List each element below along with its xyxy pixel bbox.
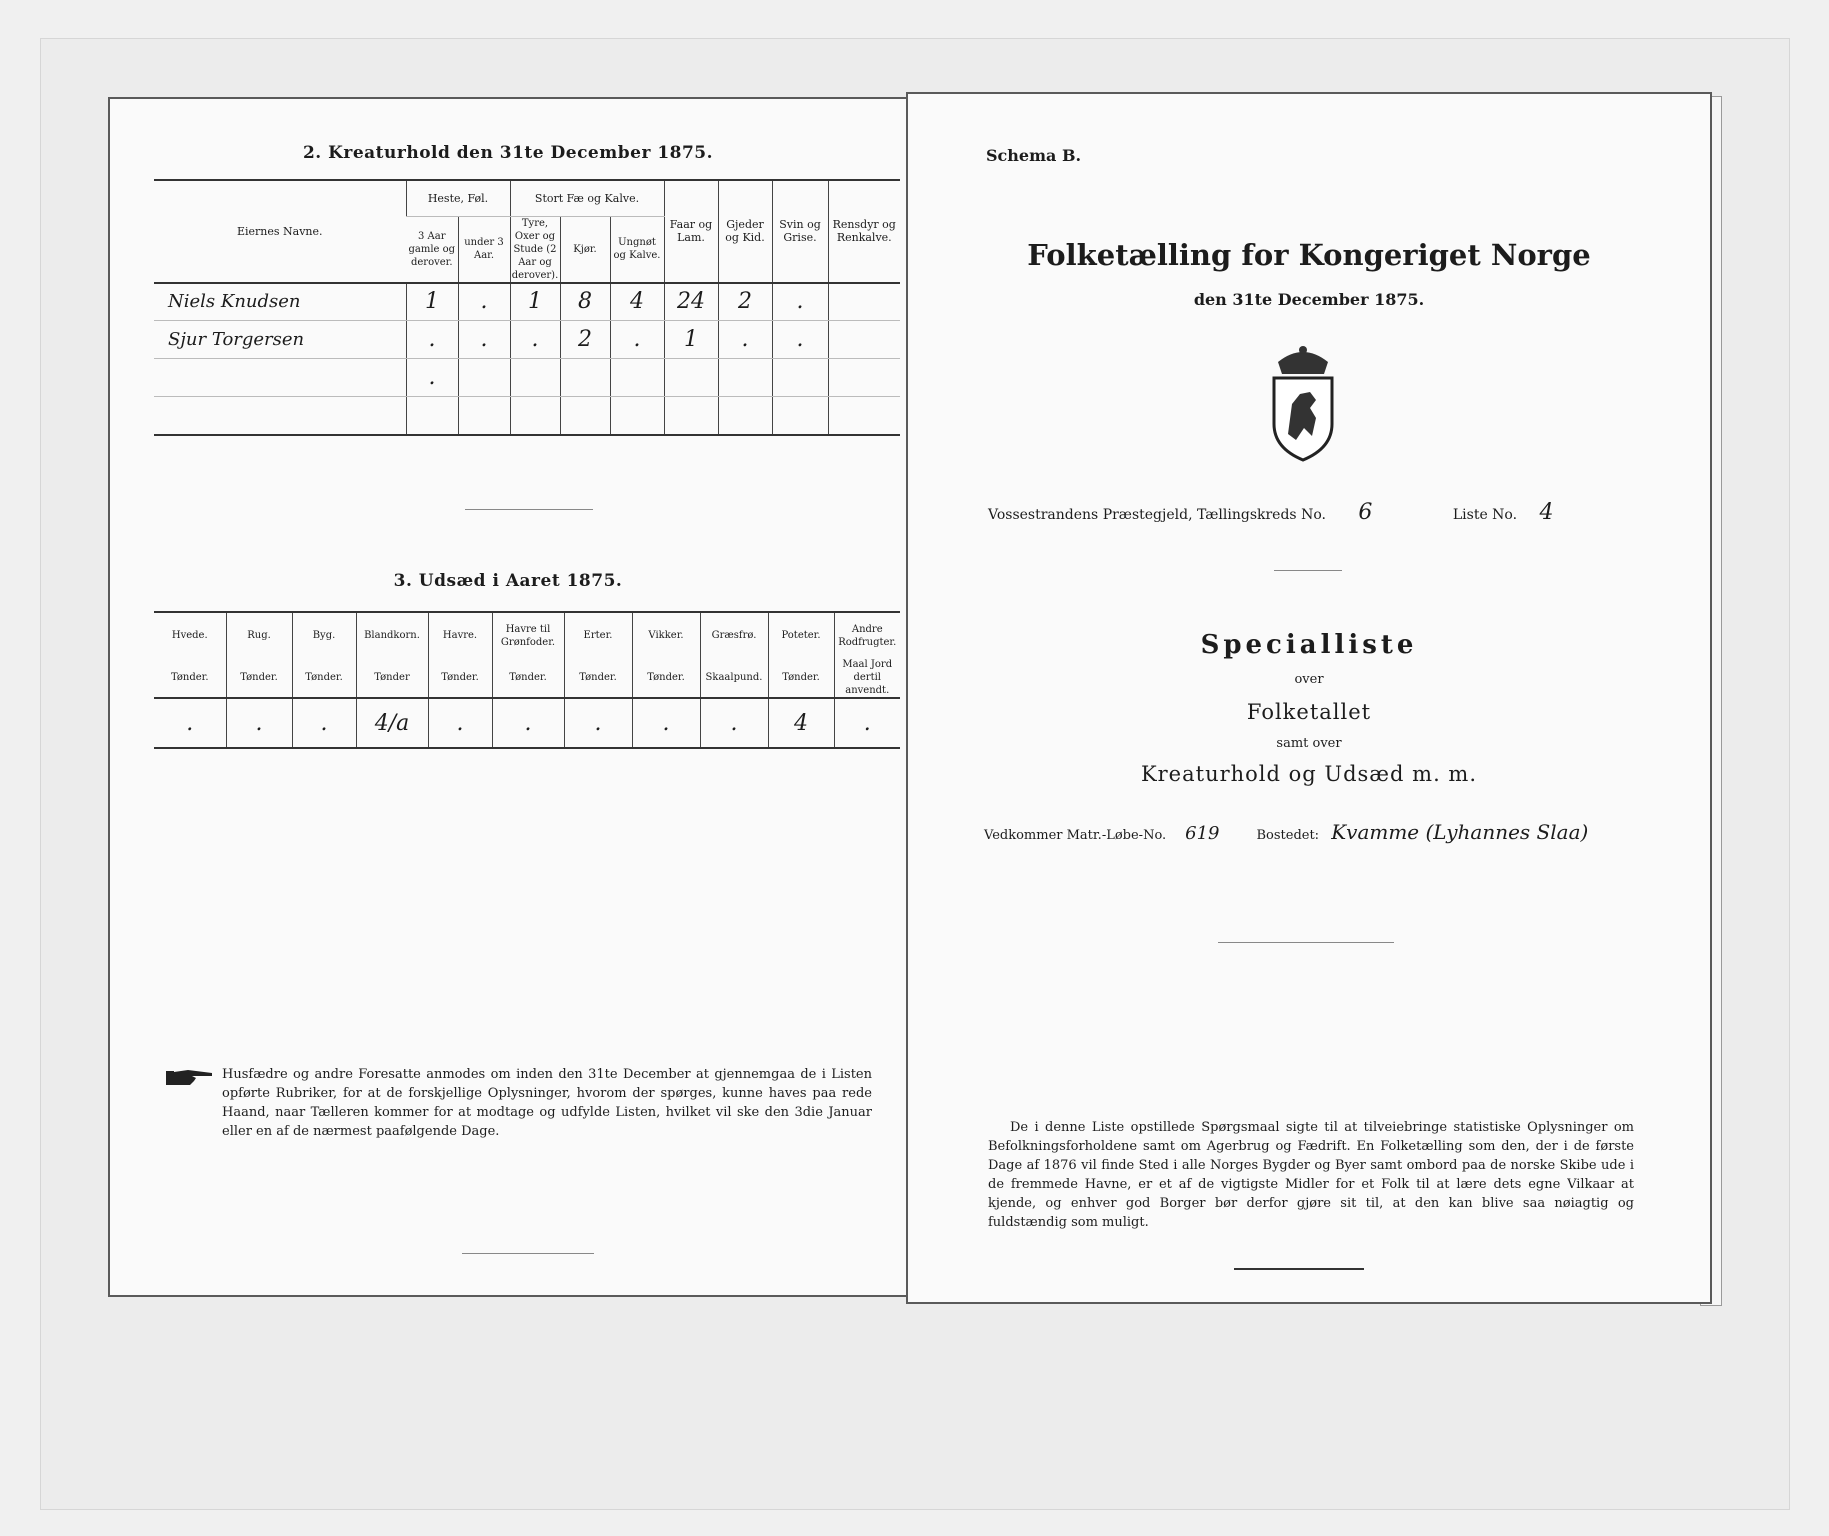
unit: Tønder.	[428, 658, 492, 698]
cell	[458, 359, 510, 397]
unit: Tønder	[356, 658, 428, 698]
livestock-title: 2. Kreaturhold den 31te December 1875.	[302, 143, 714, 163]
over-label: over	[1294, 672, 1324, 687]
col-mixed-grain: Blandkorn.	[356, 612, 428, 658]
cell	[610, 359, 664, 397]
schema-label: Schema B.	[986, 146, 1082, 165]
col-wheat: Hvede.	[171, 630, 208, 641]
sowing-table	[154, 611, 900, 749]
pointing-hand-icon	[166, 1067, 216, 1089]
district-number: 6	[1358, 500, 1373, 525]
cell	[510, 397, 560, 435]
cell	[828, 359, 900, 397]
cell: 1	[406, 283, 458, 321]
list-label: Liste No.	[1452, 507, 1518, 523]
cell: .	[458, 321, 510, 359]
cell: .	[772, 321, 828, 359]
cell: 2	[560, 321, 610, 359]
cell	[510, 359, 560, 397]
parish-label: Præstegjeld,	[1102, 507, 1193, 523]
unit: Tønder.	[632, 658, 700, 698]
col-cows: Kjør.	[560, 216, 610, 283]
unit: Tønder.	[768, 658, 834, 698]
col-cattle: Stort Fæ og Kalve.	[510, 180, 664, 216]
cell	[458, 397, 510, 435]
col-root-crops: Andre Rodfrugter.	[834, 612, 900, 658]
cell	[718, 397, 772, 435]
cell	[828, 321, 900, 359]
main-title: Folketælling for Kongeriget Norge	[1027, 238, 1591, 272]
table-row	[154, 283, 900, 321]
cell	[560, 397, 610, 435]
table-row	[154, 698, 900, 748]
col-bulls: Tyre, Oxer og Stude (2 Aar og derover).	[511, 217, 559, 281]
cell: .	[564, 698, 632, 748]
unit: Maal Jord dertil anvendt.	[834, 658, 900, 698]
unit: Tønder.	[492, 658, 564, 698]
cell	[772, 359, 828, 397]
cell: .	[700, 698, 768, 748]
cell	[664, 359, 718, 397]
norway-coat-of-arms-icon	[1258, 344, 1348, 464]
cell	[828, 283, 900, 321]
folketallet-label: Folketallet	[1246, 700, 1372, 724]
cell	[718, 359, 772, 397]
divider	[1274, 570, 1342, 571]
title-date: den 31te December 1875.	[1193, 290, 1425, 309]
matr-number: 619	[1185, 823, 1220, 844]
cell	[406, 397, 458, 435]
cell	[772, 397, 828, 435]
right-page	[906, 92, 1712, 1304]
unit: Tønder.	[564, 658, 632, 698]
col-rye: Rug.	[226, 612, 292, 658]
col-oats: Havre.	[428, 612, 492, 658]
cell: 1	[510, 283, 560, 321]
cell	[610, 397, 664, 435]
district-label: Tællingskreds No.	[1197, 507, 1326, 523]
cell: 24	[664, 283, 718, 321]
bosted-label: Bostedet:	[1256, 828, 1320, 843]
parish-line	[988, 500, 1572, 525]
special-list-title: Specialliste	[1200, 630, 1418, 660]
cell	[560, 359, 610, 397]
table-row	[154, 397, 900, 435]
col-horses: Heste, Føl.	[406, 180, 510, 216]
cell: .	[428, 698, 492, 748]
cell: 4	[768, 698, 834, 748]
col-potatoes: Poteter.	[768, 612, 834, 658]
cell: .	[226, 698, 292, 748]
matr-line	[984, 820, 1588, 844]
divider	[1234, 1268, 1364, 1270]
col-sheep: Faar og Lam.	[664, 180, 718, 283]
owner-name	[154, 359, 406, 397]
matr-label: Vedkommer Matr.-Løbe-No.	[984, 828, 1167, 843]
bosted-value: Kvamme (Lyhannes Slaa)	[1331, 820, 1589, 844]
col-pigs: Svin og Grise.	[772, 180, 828, 283]
unit: Tønder.	[154, 658, 226, 698]
col-horses-old: 3 Aar gamle og derover.	[406, 216, 458, 283]
cell: .	[154, 698, 226, 748]
cell: .	[292, 698, 356, 748]
cell	[664, 397, 718, 435]
col-goats: Gjeder og Kid.	[718, 180, 772, 283]
left-page	[108, 97, 908, 1297]
cell	[828, 397, 900, 435]
owner-name: Niels Knudsen	[154, 283, 406, 321]
samt-over-label: samt over	[1276, 736, 1342, 751]
cell: 8	[560, 283, 610, 321]
divider	[1218, 942, 1394, 943]
col-peas: Erter.	[564, 612, 632, 658]
cell: .	[406, 359, 458, 397]
sowing-title: 3. Udsæd i Aaret 1875.	[393, 571, 623, 591]
cell: .	[834, 698, 900, 748]
list-number: 4	[1539, 500, 1554, 525]
explanation-text: De i denne Liste opstillede Spørgsmaal sigte til at tilveiebringe statistiske Oplysninger om Befolkningsforholdene samt om Agerbrug og Fædrift. En Folketælling som den, der i de første Dage af 1876 vil finde Sted i alle Norges Bygder og Byer samt ombord paa de norske Skibe ude i de fremmede Havne, er et af de vigtigste Midler for et Folk til at lære dets egne Vilkaar at kjende, og enhver god Borger bør derfor gjøre sit til, at den kan blive saa nøiagtig og fuldstændig som muligt.	[988, 1120, 1634, 1230]
cell: 4/a	[356, 698, 428, 748]
col-horses-young: under 3 Aar.	[458, 216, 510, 283]
cell: .	[632, 698, 700, 748]
unit: Tønder.	[226, 658, 292, 698]
cell: .	[718, 321, 772, 359]
col-reindeer: Rensdyr og Renkalve.	[828, 180, 900, 283]
unit: Tønder.	[292, 658, 356, 698]
cell: 2	[718, 283, 772, 321]
cell: 1	[664, 321, 718, 359]
table-row	[154, 321, 900, 359]
unit: Skaalpund.	[700, 658, 768, 698]
cell: .	[510, 321, 560, 359]
col-calves: Ungnøt og Kalve.	[610, 216, 664, 283]
cell	[154, 397, 406, 435]
col-vetch: Vikker.	[632, 612, 700, 658]
cell: .	[458, 283, 510, 321]
cell: .	[610, 321, 664, 359]
owner-name: Sjur Torgersen	[154, 321, 406, 359]
divider	[462, 1253, 594, 1254]
cell: .	[406, 321, 458, 359]
divider	[465, 509, 593, 510]
cell: 4	[610, 283, 664, 321]
col-owner: Eiernes Navne.	[154, 180, 406, 283]
col-barley: Byg.	[292, 612, 356, 658]
cell: .	[492, 698, 564, 748]
table-row	[154, 359, 900, 397]
cell: .	[772, 283, 828, 321]
col-green-fodder: Havre til Grønfoder.	[492, 612, 564, 658]
col-grass-seed: Græsfrø.	[700, 612, 768, 658]
instruction-note: Husfædre og andre Foresatte anmodes om inden den 31te December at gjennemgaa de i Listen opførte Rubriker, for at de forskjellige Oplysninger, hvorom der spørges, kunne haves paa rede Haand, naar Tælleren kommer for at modtage og udfylde Listen, hvilket vil ske den 3die Januar eller en af de nærmest paafølgende Dage.	[222, 1067, 872, 1139]
kreaturhold-label: Kreaturhold og Udsæd m. m.	[1140, 762, 1478, 786]
parish-name: Vossestrandens	[988, 507, 1099, 523]
livestock-table	[154, 179, 900, 436]
